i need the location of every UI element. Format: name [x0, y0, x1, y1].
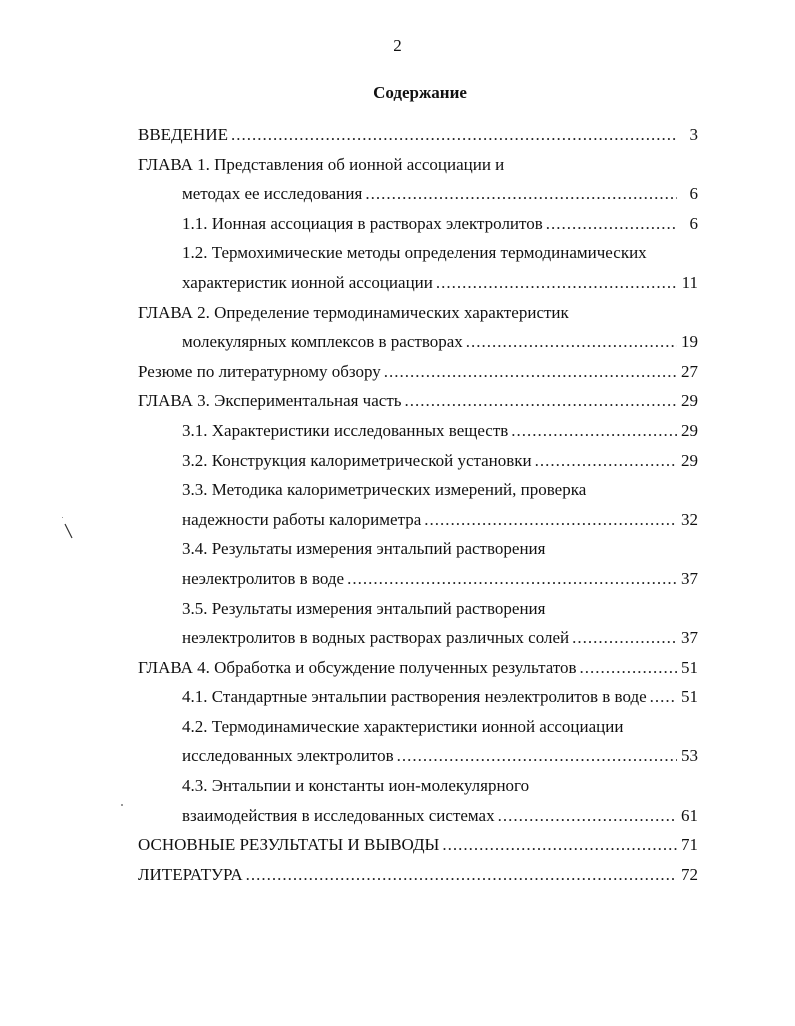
- toc-entry-label: 4.1. Стандартные энтальпии растворения неэлектролитов в воде: [182, 687, 647, 707]
- toc-entry: [138, 238, 698, 268]
- toc-entry-page: 71: [681, 835, 698, 855]
- toc-entry: [138, 594, 698, 624]
- toc-entry: [138, 830, 698, 860]
- toc-entry: [138, 120, 698, 150]
- toc-dot-leader: [535, 446, 677, 476]
- toc-entry-label: 3.4. Результаты измерения энтальпий растворения: [182, 539, 546, 559]
- toc-dot-leader: [397, 741, 677, 771]
- toc-dot-leader: [384, 357, 677, 387]
- toc-dot-leader: [231, 120, 677, 150]
- toc-entry-page: 29: [681, 450, 698, 470]
- toc-entry-page: 51: [681, 657, 698, 677]
- toc-entry-label: ГЛАВА 4. Обработка и обсуждение полученных результатов: [138, 657, 577, 677]
- scan-speck: [62, 517, 63, 518]
- toc-entry-label: 4.2. Термодинамические характеристики ионной ассоциации: [182, 716, 624, 736]
- toc-dot-leader: [365, 179, 677, 209]
- toc-entry: [138, 327, 698, 357]
- toc-entry: [138, 564, 698, 594]
- toc-entry-page: 29: [681, 391, 698, 411]
- toc-entry-label: 4.3. Энтальпии и константы ион-молекулярного: [182, 776, 530, 796]
- toc-dot-leader: [436, 268, 677, 298]
- toc-entry-label: молекулярных комплексов в растворах: [182, 332, 463, 352]
- toc-entry: [138, 682, 698, 712]
- toc-entry-page: 19: [681, 332, 698, 352]
- toc-entry: [138, 475, 698, 505]
- page-title: Содержание: [373, 83, 467, 102]
- toc-entry: [138, 860, 698, 890]
- toc-entry: [138, 179, 698, 209]
- toc-entry-label: ГЛАВА 1. Представления об ионной ассоциации и: [138, 154, 505, 174]
- toc-dot-leader: [347, 564, 677, 594]
- toc-entry-label: ВВЕДЕНИЕ: [138, 125, 228, 144]
- toc-entry-label: ГЛАВА 2. Определение термодинамических характеристик: [138, 302, 569, 322]
- toc-entry-page: 37: [681, 628, 698, 648]
- toc-entry-page: 72: [681, 864, 698, 884]
- toc-dot-leader: [405, 386, 678, 416]
- toc-entry-label: 1.1. Ионная ассоциация в растворах электролитов: [182, 213, 543, 233]
- toc-dot-leader: [246, 860, 677, 890]
- toc-entry: [138, 771, 698, 801]
- toc-entry-label: 3.2. Конструкция калориметрической установки: [182, 450, 532, 470]
- toc-entry-label: ГЛАВА 3. Экспериментальная часть: [138, 391, 402, 411]
- toc-dot-leader: [424, 505, 677, 535]
- toc-entry-page: 32: [681, 509, 698, 529]
- toc-entry-label: взаимодействия в исследованных системах: [182, 805, 495, 825]
- toc-entry-label: 3.5. Результаты измерения энтальпий растворения: [182, 598, 546, 618]
- toc-entry-label: ОСНОВНЫЕ РЕЗУЛЬТАТЫ И ВЫВОДЫ: [138, 835, 440, 855]
- toc-entry: [138, 505, 698, 535]
- toc-entry-label: 1.2. Термохимические методы определения термодинамических: [182, 243, 647, 263]
- toc-entry-label: неэлектролитов в водных растворах различных солей: [182, 628, 570, 648]
- toc-dot-leader: [442, 830, 677, 860]
- toc-dot-leader: [498, 801, 677, 831]
- toc-entry: [138, 386, 698, 416]
- toc-entry-label: неэлектролитов в воде: [182, 568, 345, 588]
- toc-entry-label: характеристик ионной ассоциации: [182, 272, 433, 292]
- toc-entry: [138, 741, 698, 771]
- toc-entry: [138, 623, 698, 653]
- scan-speck: [121, 804, 123, 806]
- toc-entry-page: 51: [681, 687, 698, 707]
- toc-entry: [138, 357, 698, 387]
- toc-entry: [138, 209, 698, 239]
- toc-entry: [138, 653, 698, 683]
- toc-dot-leader: [546, 209, 677, 239]
- toc-entry-page: 6: [689, 213, 698, 233]
- margin-pencil-mark: [62, 522, 76, 540]
- toc-entry-page: 53: [681, 746, 698, 766]
- toc-dot-leader: [466, 327, 677, 357]
- toc-entry: [138, 268, 698, 298]
- toc-dot-leader: [580, 653, 677, 683]
- toc-entry-page: 37: [681, 568, 698, 588]
- toc-entry: [138, 534, 698, 564]
- toc-entry: [138, 712, 698, 742]
- toc-entry-page: 27: [681, 361, 698, 381]
- toc-entry-page: 6: [689, 184, 698, 204]
- toc-entry-page: 3: [689, 125, 698, 144]
- toc-entry-label: 3.1. Характеристики исследованных веществ: [182, 420, 509, 440]
- toc-entry-page: 61: [681, 805, 698, 825]
- toc-entry-page: 29: [681, 420, 698, 440]
- toc-dot-leader: [572, 623, 677, 653]
- toc-entry-label: 3.3. Методика калориметрических измерений, проверка: [182, 480, 587, 500]
- toc-entry: [138, 298, 698, 328]
- toc-entry-label: исследованных электролитов: [182, 746, 394, 766]
- toc-dot-leader: [650, 682, 677, 712]
- toc-dot-leader: [511, 416, 677, 446]
- toc-entry-label: ЛИТЕРАТУРА: [138, 864, 243, 884]
- toc-entry: [138, 446, 698, 476]
- toc-entry-label: Резюме по литературному обзору: [138, 361, 381, 381]
- table-of-contents: [138, 120, 698, 889]
- toc-entry: [138, 801, 698, 831]
- toc-entry: [138, 416, 698, 446]
- toc-entry-page: 11: [681, 272, 698, 292]
- toc-entry: [138, 150, 698, 180]
- page-number: 2: [393, 36, 402, 55]
- toc-entry-label: методах ее исследования: [182, 184, 363, 204]
- toc-entry-label: надежности работы калориметра: [182, 509, 422, 529]
